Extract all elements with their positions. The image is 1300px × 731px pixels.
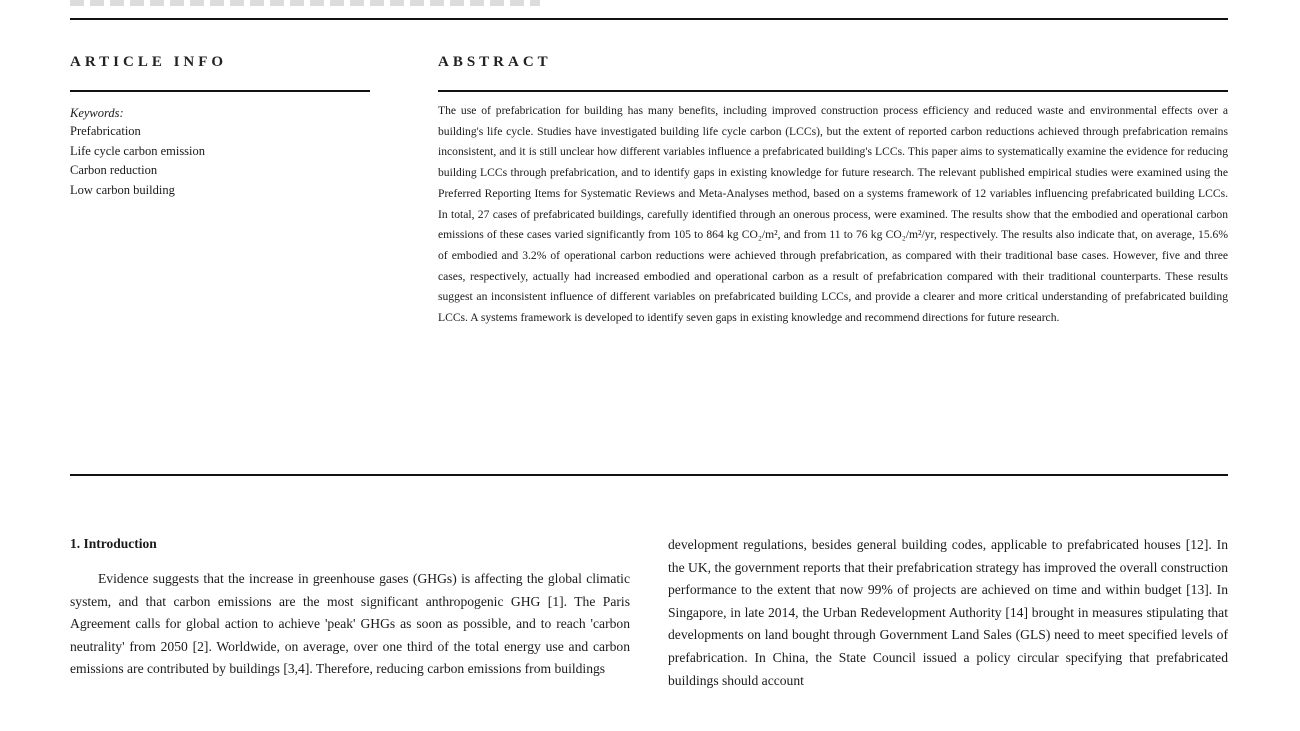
section-divider — [70, 474, 1228, 476]
article-info-heading: ARTICLE INFO — [70, 54, 228, 70]
keyword-item: Carbon reduction — [70, 163, 158, 177]
article-info-panel — [70, 54, 370, 200]
body-column-right — [668, 534, 1228, 692]
section-title: 1. Introduction — [70, 536, 157, 551]
top-cutoff-text — [70, 0, 540, 6]
abstract-panel — [438, 54, 1228, 329]
intro-paragraph: Evidence suggests that the increase in greenhouse gases (GHGs) is affecting the global climatic system, and that carbon emissions are the most significant anthropogenic GHG [1]. The Paris Agreement calls for global action to achieve 'peak' GHGs as soon as possible, and to reach 'carbon neutrality' from 2050 [2]. Worldwide, on average, over one third of the total energy use and carbon emissions are contributed by buildings [3,4]. Therefore, reducing carbon emissions from buildings — [70, 571, 630, 677]
intro-paragraph-continued: development regulations, besides general building codes, applicable to prefabricated houses [12]. In the UK, the government reports that their prefabrication strategy has improved the overall construction performance to the extent that now 99% of projects are achieved on time and within budget [13]. In Singapore, in late 2014, the Urban Redevelopment Authority [14] brought in measures stipulating that developments on land bought through Government Land Sales (GLS) need to meet specified levels of prefabrication. In China, the State Council issued a policy circular specifying that prefabricated buildings should account — [668, 537, 1228, 688]
keywords-list — [70, 122, 370, 200]
keyword-item: Low carbon building — [70, 182, 175, 197]
keywords-label: Keywords: — [70, 106, 124, 120]
keyword-item: Prefabrication — [70, 124, 141, 138]
article-info-rule — [70, 90, 370, 92]
abstract-rule — [438, 90, 1228, 92]
abstract-heading: ABSTRACT — [438, 54, 552, 70]
body-column-left — [70, 534, 630, 681]
abstract-text: The use of prefabrication for building has many benefits, including improved construction process efficiency and reduced waste and environmental effects over a building's life cycle. Studies have investigated building life cycle carbon (LCCs), but the extent of reported carbon reductions achieved through prefabrication remains inconsistent, and it is still unclear how different variables influence a prefabricated building's LCCs. This paper aims to systematically examine the evidence for reducing building LCCs through prefabrication, and to identify gaps in existing knowledge for future research. The relevant published empirical studies were examined using the Preferred Reporting Items for Systematic Reviews and Meta-Analyses method, based on a systems framework of 12 variables influencing prefabricated building LCCs. In total, 27 cases of prefabricated buildings, carefully identified through an onerous process, were examined. The results show that the embodied and operational carbon emissions of these cases varied significantly from 105 to 864 kg CO₂/m², and from 11 to 76 kg CO₂/m²/yr, respectively. The results also indicate that, on average, 15.6% of embodied and 3.2% of operational carbon reductions were achieved through prefabrication, as compared with their traditional base cases. However, five and three cases, respectively, actually had increased embodied and operational carbon as a result of prefabrication compared with their traditional counterparts. These results suggest an inconsistent influence of different variables on prefabricated building LCCs, and provide a clearer and more critical understanding of prefabricated building LCCs. A systems framework is developed to identify seven gaps in existing knowledge and recommend directions for future research. — [438, 104, 1228, 325]
top-rule — [70, 18, 1228, 20]
keyword-item: Life cycle carbon emission — [70, 143, 206, 158]
